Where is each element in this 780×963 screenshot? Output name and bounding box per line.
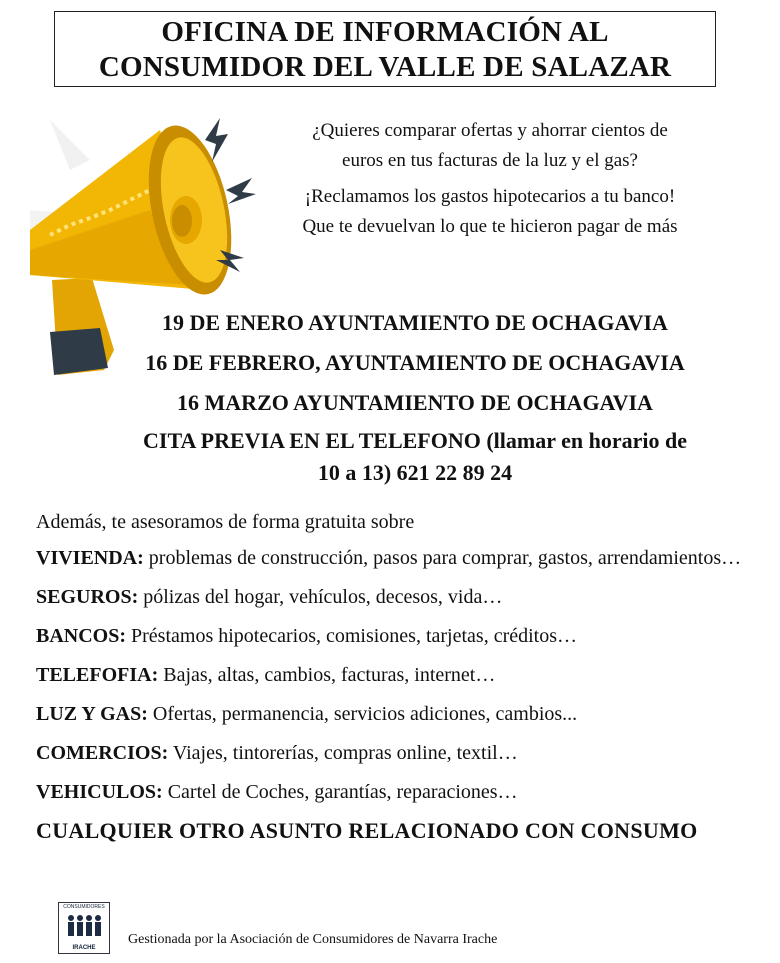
date-line-2: 16 DE FEBRERO, AYUNTAMIENTO DE OCHAGAVIA xyxy=(145,350,685,375)
title-box xyxy=(54,11,716,87)
intro-paragraph-1: ¿Quieres comparar ofertas y ahorrar cientos de euros en tus facturas de la luz y el gas? xyxy=(312,120,668,171)
logo-bottom-text: IRACHE xyxy=(72,945,96,951)
intro-text xyxy=(290,116,690,248)
service-text: Viajes, tintorerías, compras online, textil… xyxy=(168,742,518,764)
service-label: COMERCIOS: xyxy=(36,742,169,764)
service-item-luz-gas xyxy=(36,701,756,728)
service-label: BANCOS: xyxy=(36,625,127,647)
service-item-comercios xyxy=(36,740,756,767)
service-item-seguros xyxy=(36,584,756,611)
appointment-line-2: 10 a 13) 621 22 89 24 xyxy=(317,460,513,485)
services-list xyxy=(36,507,756,846)
dates-list xyxy=(90,303,740,423)
service-label: SEGUROS: xyxy=(36,586,139,608)
service-label: LUZ Y GAS: xyxy=(36,703,148,725)
intro-paragraph-2: ¡Reclamamos los gastos hipotecarios a tu banco! Que te devuelvan lo que te hicieron pagar de más xyxy=(302,186,678,237)
services-final-line: CUALQUIER OTRO ASUNTO RELACIONADO CON CONSUMO xyxy=(36,818,698,843)
date-line-3: 16 MARZO AYUNTAMIENTO DE OCHAGAVIA xyxy=(177,390,653,415)
services-intro: Además, te asesoramos de forma gratuita sobre xyxy=(36,511,415,533)
service-text: Ofertas, permanencia, servicios adiciones, cambios... xyxy=(147,703,578,725)
date-line-1: 19 DE ENERO AYUNTAMIENTO DE OCHAGAVIA xyxy=(162,310,668,335)
service-text: Cartel de Coches, garantías, reparaciones… xyxy=(162,781,518,803)
irache-logo xyxy=(58,902,110,954)
title-line-1: OFICINA DE INFORMACIÓN AL xyxy=(161,16,609,48)
people-icon xyxy=(65,912,105,942)
service-item-telefonia xyxy=(36,662,756,689)
footer-text: Gestionada por la Asociación de Consumidores de Navarra Irache xyxy=(128,932,498,947)
service-text: Bajas, altas, cambios, facturas, internet… xyxy=(158,664,496,686)
service-item-bancos xyxy=(36,623,756,650)
appointment-info xyxy=(90,425,740,489)
service-text: Préstamos hipotecarios, comisiones, tarjetas, créditos… xyxy=(126,625,578,647)
service-text: problemas de construcción, pasos para comprar, gastos, arrendamientos… xyxy=(143,547,742,569)
logo-top-text: CONSUMIDORES xyxy=(63,904,105,910)
service-label: VEHICULOS: xyxy=(36,781,163,803)
service-item-vivienda xyxy=(36,545,756,572)
footer xyxy=(58,902,738,954)
title-line-2: CONSUMIDOR DEL VALLE DE SALAZAR xyxy=(98,51,672,83)
service-label: TELEFOFIA: xyxy=(36,664,159,686)
service-item-vehiculos xyxy=(36,779,756,806)
service-text: pólizas del hogar, vehículos, decesos, vida… xyxy=(138,586,503,608)
appointment-line-1: CITA PREVIA EN EL TELEFONO (llamar en horario de xyxy=(143,428,687,453)
service-label: VIVIENDA: xyxy=(36,547,144,569)
